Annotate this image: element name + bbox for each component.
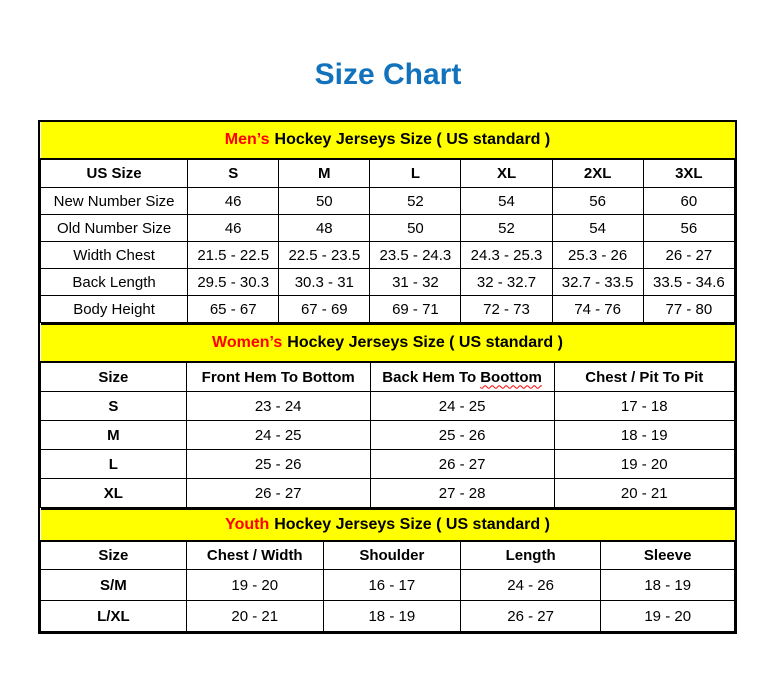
mens-table-banner (41, 122, 735, 159)
table-row-old-number-size (41, 215, 735, 242)
column-header-size: Size (41, 541, 187, 570)
size-value: 21.5 - 22.5 (188, 242, 279, 269)
column-header-length: Length (460, 541, 601, 570)
mens-size-table (40, 122, 735, 323)
column-header-us-size: US Size (41, 159, 188, 188)
size-value: 32 - 32.7 (461, 269, 552, 296)
womens-banner-highlight: Women’s (212, 334, 283, 351)
size-value: 16 - 17 (323, 570, 460, 601)
row-label: Old Number Size (41, 215, 188, 242)
table-row-women-m (41, 421, 735, 450)
table-row-women-xl (41, 479, 735, 508)
size-chart-tables (38, 120, 737, 634)
table-row-women-l (41, 450, 735, 479)
row-label: New Number Size (41, 188, 188, 215)
row-label: Body Height (41, 296, 188, 323)
row-label: L (41, 450, 187, 479)
size-value: 69 - 71 (370, 296, 461, 323)
size-value: 48 (279, 215, 370, 242)
column-header-s: S (188, 159, 279, 188)
page-title: Size Chart (314, 58, 462, 91)
table-row-width-chest (41, 242, 735, 269)
mens-banner-highlight: Men’s (224, 131, 270, 148)
size-value: 18 - 19 (323, 601, 460, 632)
size-value: 33.5 - 34.6 (643, 269, 734, 296)
youth-banner-highlight: Youth (225, 516, 270, 533)
back-hem-misspelled-word: Boottom (480, 368, 542, 386)
size-value: 27 - 28 (370, 479, 554, 508)
size-value: 26 - 27 (370, 450, 554, 479)
column-header-3xl: 3XL (643, 159, 734, 188)
column-header-back-hem (370, 362, 554, 392)
youth-header-row (41, 541, 735, 570)
table-row-back-length (41, 269, 735, 296)
size-value: 52 (370, 188, 461, 215)
size-value: 56 (552, 188, 643, 215)
size-value: 50 (279, 188, 370, 215)
size-value: 23 - 24 (186, 392, 370, 421)
size-value: 46 (188, 215, 279, 242)
size-value: 30.3 - 31 (279, 269, 370, 296)
size-value: 24 - 26 (460, 570, 601, 601)
column-header-l: L (370, 159, 461, 188)
size-value: 25 - 26 (370, 421, 554, 450)
size-value: 19 - 20 (186, 570, 323, 601)
size-value: 20 - 21 (186, 601, 323, 632)
size-value: 46 (188, 188, 279, 215)
size-value: 67 - 69 (279, 296, 370, 323)
size-value: 19 - 20 (554, 450, 734, 479)
size-value: 29.5 - 30.3 (188, 269, 279, 296)
size-value: 25.3 - 26 (552, 242, 643, 269)
mens-banner-row (41, 122, 735, 159)
size-value: 77 - 80 (643, 296, 734, 323)
row-label: M (41, 421, 187, 450)
row-label: S/M (41, 570, 187, 601)
size-value: 24 - 25 (370, 392, 554, 421)
row-label: XL (41, 479, 187, 508)
size-value: 26 - 27 (186, 479, 370, 508)
size-value: 18 - 19 (601, 570, 735, 601)
column-header-xl: XL (461, 159, 552, 188)
column-header-chest-pit: Chest / Pit To Pit (554, 362, 734, 392)
youth-banner-row (41, 509, 735, 541)
womens-header-row (41, 362, 735, 392)
youth-size-table (40, 508, 735, 632)
size-value: 31 - 32 (370, 269, 461, 296)
back-hem-label: Back Hem To (382, 368, 477, 386)
size-value: 50 (370, 215, 461, 242)
size-value: 54 (552, 215, 643, 242)
youth-banner-text: Hockey Jerseys Size ( US standard ) (274, 516, 550, 533)
size-value: 20 - 21 (554, 479, 734, 508)
size-value: 54 (461, 188, 552, 215)
mens-header-row (41, 159, 735, 188)
size-value: 17 - 18 (554, 392, 734, 421)
size-value: 56 (643, 215, 734, 242)
column-header-2xl: 2XL (552, 159, 643, 188)
column-header-chest-width: Chest / Width (186, 541, 323, 570)
womens-table-banner (41, 324, 735, 362)
table-row-youth-lxl (41, 601, 735, 632)
size-value: 65 - 67 (188, 296, 279, 323)
womens-banner-text: Hockey Jerseys Size ( US standard ) (287, 334, 563, 351)
size-value: 24.3 - 25.3 (461, 242, 552, 269)
size-value: 60 (643, 188, 734, 215)
table-row-body-height (41, 296, 735, 323)
size-value: 32.7 - 33.5 (552, 269, 643, 296)
column-header-size: Size (41, 362, 187, 392)
size-value: 19 - 20 (601, 601, 735, 632)
column-header-m: M (279, 159, 370, 188)
size-value: 18 - 19 (554, 421, 734, 450)
size-value: 26 - 27 (460, 601, 601, 632)
row-label: S (41, 392, 187, 421)
row-label: Width Chest (41, 242, 188, 269)
size-value: 72 - 73 (461, 296, 552, 323)
size-value: 22.5 - 23.5 (279, 242, 370, 269)
womens-banner-row (41, 324, 735, 362)
table-row-women-s (41, 392, 735, 421)
size-value: 52 (461, 215, 552, 242)
column-header-sleeve: Sleeve (601, 541, 735, 570)
size-value: 74 - 76 (552, 296, 643, 323)
size-value: 26 - 27 (643, 242, 734, 269)
column-header-shoulder: Shoulder (323, 541, 460, 570)
row-label: Back Length (41, 269, 188, 296)
womens-size-table (40, 323, 735, 508)
size-value: 24 - 25 (186, 421, 370, 450)
column-header-front-hem: Front Hem To Bottom (186, 362, 370, 392)
youth-table-banner (41, 509, 735, 541)
size-value: 25 - 26 (186, 450, 370, 479)
mens-banner-text: Hockey Jerseys Size ( US standard ) (274, 131, 551, 148)
row-label: L/XL (41, 601, 187, 632)
table-row-new-number-size (41, 188, 735, 215)
table-row-youth-sm (41, 570, 735, 601)
size-value: 23.5 - 24.3 (370, 242, 461, 269)
